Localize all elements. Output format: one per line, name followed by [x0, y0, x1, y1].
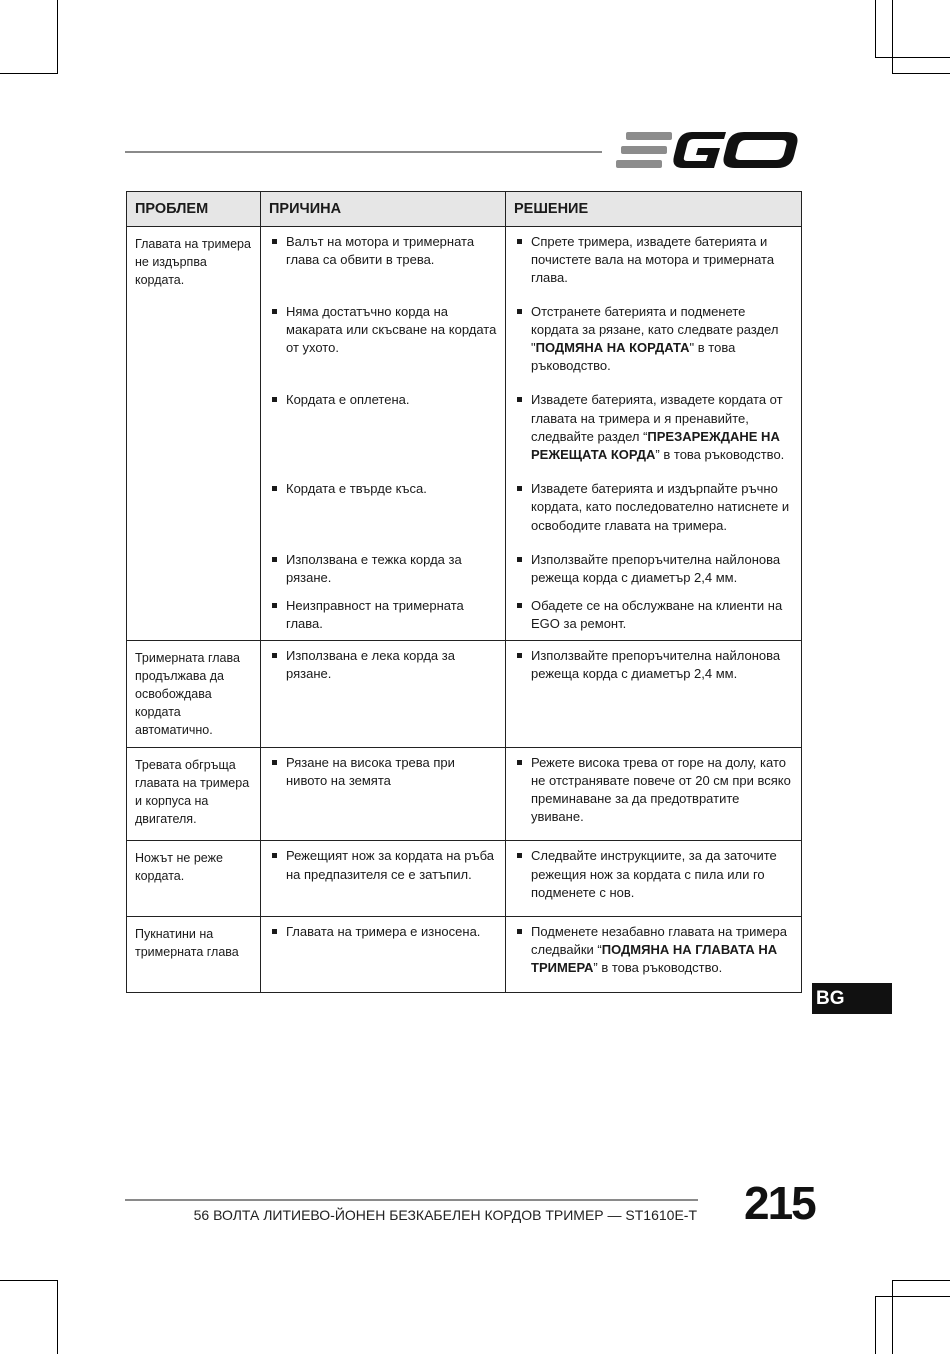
crop-mark — [875, 57, 950, 58]
crop-mark — [57, 0, 58, 74]
solution-segment: Спрете тримера, извадете батерията и почистете вала на мотора и тримерната глава. — [531, 234, 775, 286]
problem-cell: Тримерната глава продължава да освобождава кордата автоматично. — [127, 640, 261, 747]
crop-mark — [875, 0, 876, 58]
solution-segment: Използвайте препоръчителна найлонова режеща корда с диаметър 2,4 мм. — [531, 551, 781, 586]
cause-cell — [261, 917, 506, 993]
cause-cell — [261, 297, 506, 386]
header-solution: РЕШЕНИЕ — [506, 192, 802, 227]
solution-segment: Подменете незабавно главата на тримера следвайки “ — [531, 924, 788, 958]
header-problem: ПРОБЛЕМ — [127, 192, 261, 227]
troubleshooting-table — [126, 191, 802, 993]
header-rule — [125, 151, 602, 153]
solution-cell — [506, 747, 802, 841]
solution-segment: ” в това ръководство. — [655, 447, 785, 463]
solution-text — [514, 847, 795, 902]
solution-cell — [506, 385, 802, 474]
solution-cell — [506, 545, 802, 591]
cause-text: Неизправност на тримерната глава. — [269, 597, 499, 633]
crop-mark — [0, 73, 58, 74]
cause-text: Използвана е тежка корда за рязане. — [269, 551, 499, 587]
problem-cell: Ножът не реже кордата. — [127, 841, 261, 917]
solution-segment: Отстранете батерията и подменете кордата за рязане, като следвате раздел " — [531, 303, 779, 356]
cause-text: Главата на тримера е износена. — [269, 923, 499, 941]
solution-text — [514, 233, 795, 288]
crop-mark — [892, 0, 893, 74]
cause-cell — [261, 640, 506, 747]
crop-mark — [892, 1280, 950, 1281]
footer-title: 56 ВОЛТА ЛИТИЕВО-ЙОНЕН БЕЗКАБЕЛЕН КОРДОВ ТРИМЕР — ST1610E-T — [193, 1207, 697, 1223]
cause-cell — [261, 545, 506, 591]
cause-cell — [261, 747, 506, 841]
table-header-row — [127, 192, 802, 227]
cause-cell — [261, 385, 506, 474]
language-tab: BG — [812, 983, 892, 1014]
cause-cell — [261, 591, 506, 640]
problem-cell: Главата на тримера не издърпва кордата. — [127, 227, 261, 641]
solution-text — [514, 754, 795, 827]
ego-logo — [616, 128, 800, 172]
crop-mark — [892, 1280, 893, 1354]
solution-cell — [506, 591, 802, 640]
crop-mark — [875, 1296, 950, 1297]
crop-mark — [57, 1280, 58, 1354]
cause-text: Няма достатъчно корда на макарата или скъсване на кордата от ухото. — [269, 303, 499, 358]
solution-cell — [506, 297, 802, 386]
solution-cell — [506, 227, 802, 297]
solution-text — [514, 647, 795, 683]
solution-text — [514, 923, 795, 978]
table-row — [127, 841, 802, 917]
table-row — [127, 640, 802, 747]
table-row — [127, 747, 802, 841]
table-row — [127, 917, 802, 993]
crop-mark — [892, 73, 950, 74]
cause-text: Валът на мотора и тримерната глава са обвити в трева. — [269, 233, 499, 269]
solution-segment: Режете висока трева от горе на долу, като не отстранявате повече от 20 см при всяко преминаване за да предотвратите увиване. — [531, 754, 791, 825]
solution-cell — [506, 474, 802, 545]
solution-text — [514, 391, 795, 464]
cause-text: Рязане на висока трева при нивото на земята — [269, 754, 499, 790]
footer-rule — [125, 1199, 698, 1201]
solution-text — [514, 597, 795, 633]
crop-mark — [875, 1296, 876, 1354]
cause-text: Използвана е лека корда за рязане. — [269, 647, 499, 683]
page-number: 215 — [744, 1177, 815, 1229]
solution-bold-ref: ПОДМЯНА НА ГЛАВАТА НА ТРИМЕРА — [531, 942, 778, 976]
solution-cell — [506, 917, 802, 993]
solution-bold-ref: ПОДМЯНА НА КОРДАТА — [535, 340, 690, 356]
solution-cell — [506, 841, 802, 917]
cause-cell — [261, 227, 506, 297]
solution-segment: ” в това ръководство. — [593, 960, 723, 976]
cause-cell — [261, 841, 506, 917]
header-cause: ПРИЧИНА — [261, 192, 506, 227]
solution-segment: Следвайте инструкциите, за да заточите режещия нож за кордата с пила или го подменете с нов. — [531, 848, 777, 900]
solution-segment: Извадете батерията, извадете кордата от главата на тримера и я пренавийте, следвайте раздел “ — [531, 392, 783, 444]
solution-text — [514, 480, 795, 535]
crop-mark — [0, 1280, 58, 1281]
solution-segment: Извадете батерията и издърпайте ръчно кордата, като последователно натиснете и освободите главата на тримера. — [531, 481, 790, 533]
cause-cell — [261, 474, 506, 545]
solution-segment: " в това ръководство. — [531, 340, 736, 374]
solution-cell — [506, 640, 802, 747]
cause-text: Кордата е оплетена. — [269, 391, 499, 409]
solution-text — [514, 303, 795, 376]
cause-text: Кордата е твърде къса. — [269, 480, 499, 498]
cause-text: Режещият нож за кордата на ръба на предпазителя се е затъпил. — [269, 847, 499, 883]
problem-cell: Тревата обгръща главата на тримера и корпуса на двигателя. — [127, 747, 261, 841]
solution-segment: Обадете се на обслужване на клиенти на EGO за ремонт. — [531, 598, 783, 632]
problem-cell: Пукнатини на тримерната глава — [127, 917, 261, 993]
table-row — [127, 227, 802, 297]
solution-text — [514, 551, 795, 587]
solution-bold-ref: ПРЕЗАРЕЖДАНЕ НА РЕЖЕЩАТА КОРДА — [531, 428, 780, 463]
solution-segment: Използвайте препоръчителна найлонова режеща корда с диаметър 2,4 мм. — [531, 647, 781, 681]
